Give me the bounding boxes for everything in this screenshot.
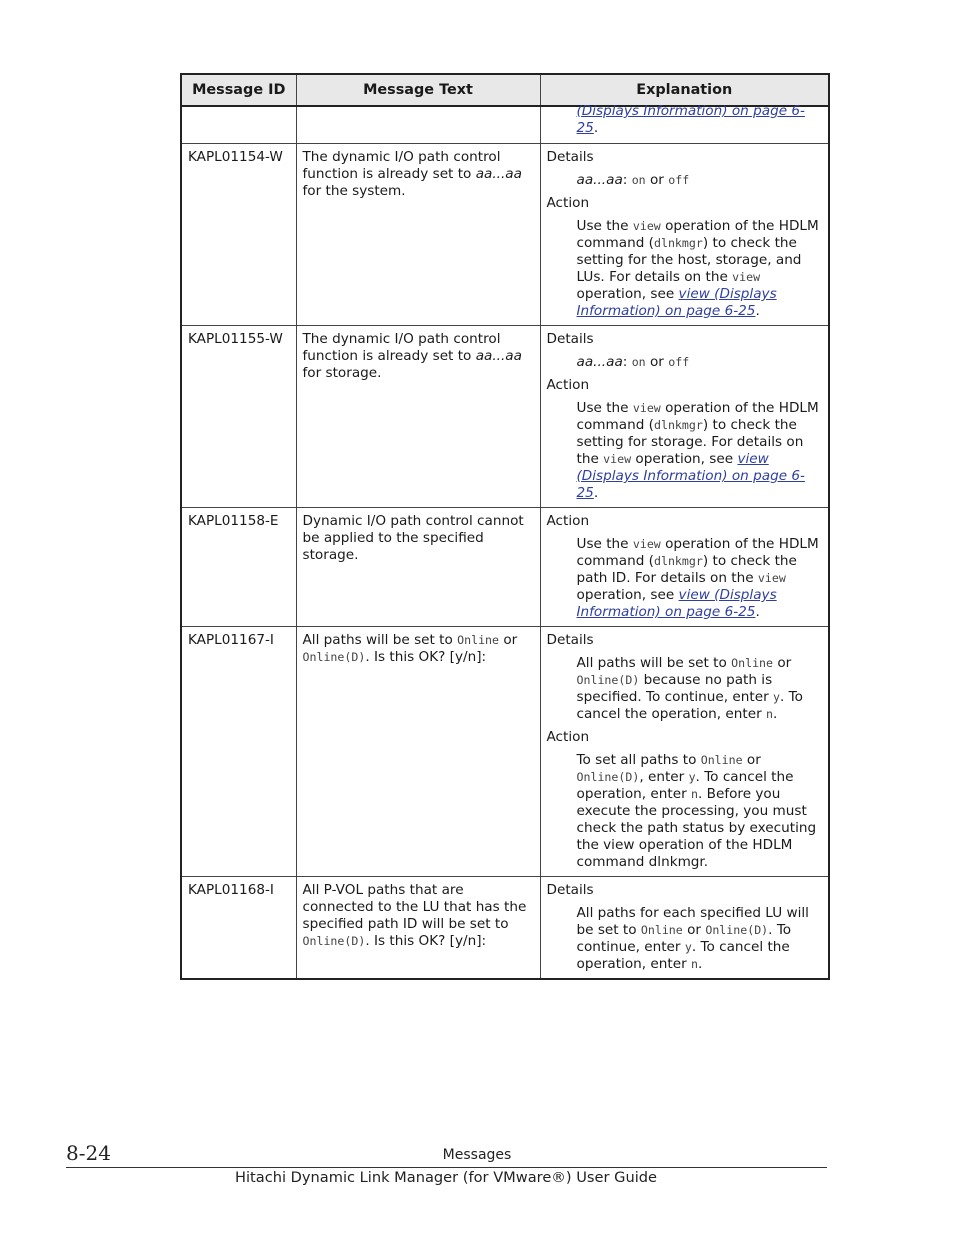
header-message-id: Message ID: [181, 74, 296, 106]
cell-explanation: [540, 326, 829, 508]
cell-explanation: [540, 103, 829, 144]
footer-divider: [66, 1167, 827, 1168]
reference-link[interactable]: (Displays Information) on page 6-25: [576, 103, 805, 136]
cell-explanation: [540, 877, 829, 980]
table-row: [181, 106, 829, 144]
page-number: 8-24: [66, 1141, 111, 1165]
details-heading: Details: [546, 149, 594, 165]
action-heading: Action: [546, 195, 590, 211]
reference-link[interactable]: view (Displays Information) on page 6-25: [576, 587, 777, 620]
cell-message-text: Dynamic I/O path control cannot be applied to the specified storage.: [296, 508, 540, 627]
cell-message-text: All P-VOL paths that are connected to the LU that has the specified path ID will be set to Online(D). Is this OK? [y/n]:: [296, 877, 540, 980]
cell-message-text: The dynamic I/O path control function is already set to aa...aa for storage.: [296, 326, 540, 508]
reference-link[interactable]: view (Displays Information) on page 6-25: [576, 286, 777, 319]
details-heading: Details: [546, 882, 594, 898]
action-heading: Action: [546, 729, 590, 745]
details-heading: Details: [546, 331, 594, 347]
cell-explanation: [540, 508, 829, 627]
section-title: Messages: [442, 1147, 512, 1163]
cell-explanation: [540, 627, 829, 877]
cell-explanation: [540, 144, 829, 326]
details-text: aa...aa: on or off: [576, 172, 690, 188]
table-row: [181, 877, 829, 980]
cell-message-id: [181, 106, 296, 144]
action-heading: Action: [546, 513, 590, 529]
action-text: Use the view operation of the HDLM command (dlnkmgr) to check the path ID. For details on the view operation, see view (Displays Information) on page 6-25.: [576, 536, 819, 620]
cell-message-id: KAPL01167-I: [181, 627, 296, 877]
book-title: Hitachi Dynamic Link Manager (for VMware®) User Guide: [235, 1169, 657, 1186]
cell-message-id: KAPL01158-E: [181, 508, 296, 627]
details-heading: Details: [546, 632, 594, 648]
cell-message-text: All paths will be set to Online or Online(D). Is this OK? [y/n]:: [296, 627, 540, 877]
details-text: aa...aa: on or off: [576, 354, 690, 370]
cell-message-text: The dynamic I/O path control function is already set to aa...aa for the system.: [296, 144, 540, 326]
messages-table: [180, 73, 830, 980]
table-row: [181, 326, 829, 508]
table-row: [181, 508, 829, 627]
action-text: Use the view operation of the HDLM command (dlnkmgr) to check the setting for the host, storage, and LUs. For details on the view operation, see view (Displays Information) on page 6-25.: [576, 218, 819, 319]
details-text: All paths for each specified LU will be set to Online or Online(D). To continue, enter y. To cancel the operation, enter n.: [576, 905, 809, 972]
table-header-row: [181, 74, 829, 106]
table-row: [181, 627, 829, 877]
header-explanation: Explanation: [540, 74, 829, 106]
cell-message-id: KAPL01155-W: [181, 326, 296, 508]
continued-text: (Displays Information) on page 6-25.: [576, 103, 805, 136]
details-text: All paths will be set to Online or Online(D) because no path is specified. To continue, enter y. To cancel the operation, enter n.: [576, 655, 803, 722]
action-text: Use the view operation of the HDLM command (dlnkmgr) to check the setting for storage. For details on the view operation, see view (Displays Information) on page 6-25.: [576, 400, 819, 501]
action-text: To set all paths to Online or Online(D), enter y. To cancel the operation, enter n. Before you execute the processing, you must check the path status by executing the view operation of the HDLM command dlnkmgr.: [576, 752, 817, 870]
reference-link[interactable]: view (Displays Information) on page 6-25: [576, 451, 805, 501]
header-message-text: Message Text: [296, 74, 540, 106]
cell-message-id: KAPL01168-I: [181, 877, 296, 980]
table-row: [181, 144, 829, 326]
cell-message-text: [296, 106, 540, 144]
action-heading: Action: [546, 377, 590, 393]
cell-message-id: KAPL01154-W: [181, 144, 296, 326]
